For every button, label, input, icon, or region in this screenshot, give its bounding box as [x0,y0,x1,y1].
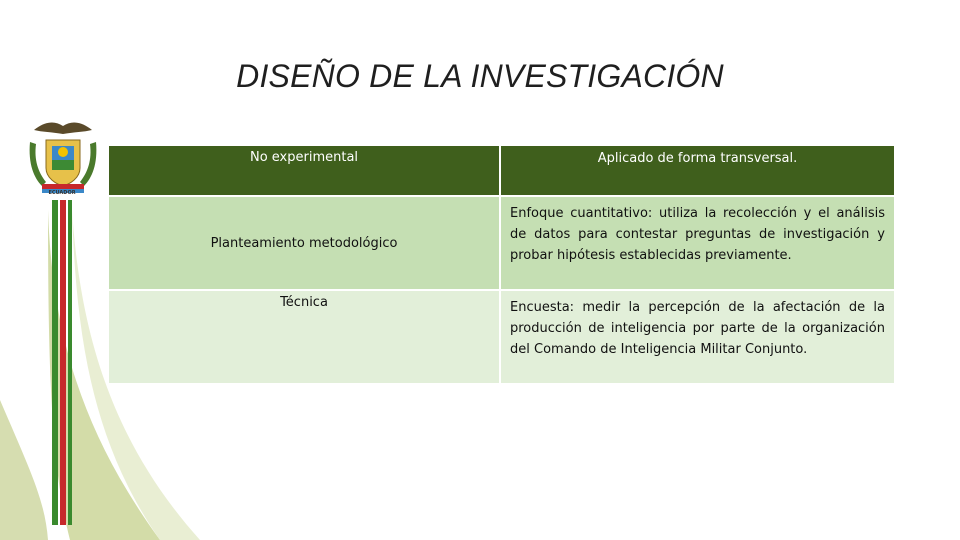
emblem-caption: ECUADOR [48,190,76,196]
table-row [108,196,895,290]
stripe-green-2 [68,200,72,525]
header-cell-application: Aplicado de forma transversal. [500,145,895,196]
header-cell-type: No experimental [108,145,500,196]
row-text-planteamiento [500,196,895,290]
slide-title: DISEÑO DE LA INVESTIGACIÓN [236,58,724,94]
research-design-table [107,144,896,385]
row-text-tecnica [500,290,895,384]
stripe-green [52,200,58,525]
spire-shape [0,400,48,540]
stripe-red [60,200,66,525]
row-text-content: Enfoque cuantitativo: utiliza la recolección y el análisis de datos para contestar preguntas de investigación y probar hipótesis establecidas previamente. [510,206,885,263]
table-header-row [108,145,895,196]
table-row [108,290,895,384]
row-text-content: Encuesta: medir la percepción de la afectación de la producción de inteligencia por parte de la organización del Comando de Inteligencia Militar Conjunto. [510,300,885,357]
row-label-tecnica: Técnica [108,290,500,384]
row-label-planteamiento: Planteamiento metodológico [108,196,500,290]
